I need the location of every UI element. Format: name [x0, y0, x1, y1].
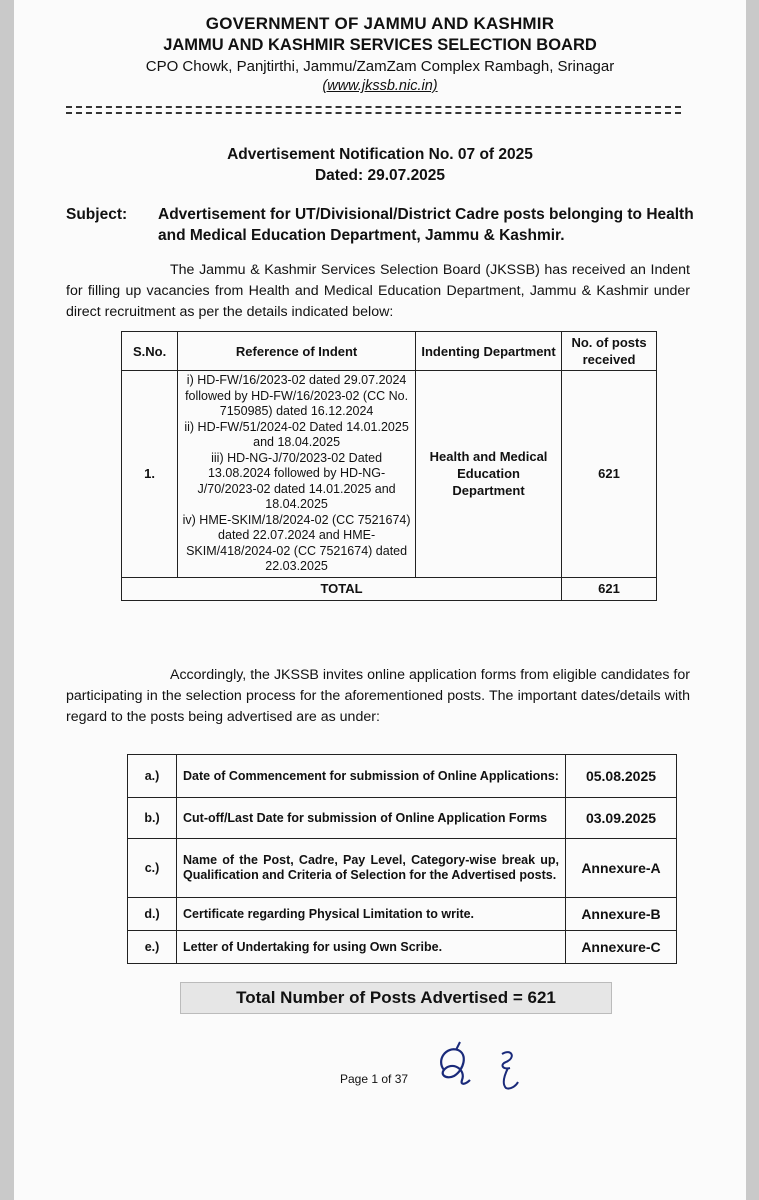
item-key: a.) — [128, 755, 177, 798]
org-name-government: GOVERNMENT OF JAMMU AND KASHMIR — [205, 14, 555, 33]
item-value: Annexure-B — [566, 898, 677, 931]
org-address: CPO Chowk, Panjtirthi, Jammu/ZamZam Complex Rambagh, Srinagar — [145, 58, 615, 75]
page-number: Page 1 of 37 — [340, 1072, 409, 1086]
total-value: 621 — [562, 577, 657, 600]
signature-initials — [432, 1040, 542, 1096]
notification-number: Advertisement Notification No. 07 of 2025 — [227, 146, 533, 163]
header-reference: Reference of Indent — [178, 332, 416, 371]
item-key: b.) — [128, 798, 177, 839]
table-row — [122, 371, 657, 578]
item-description: Cut-off/Last Date for submission of Online Application Forms — [177, 798, 566, 839]
item-value: Annexure-C — [566, 931, 677, 964]
reference-item: ii) HD-FW/51/2024-02 Dated 14.01.2025 and 18.04.2025 — [184, 419, 409, 449]
second-paragraph — [66, 665, 690, 728]
row-posts: 621 — [562, 371, 657, 578]
intro-paragraph — [66, 260, 690, 323]
indent-table — [121, 331, 657, 601]
table-row — [128, 931, 677, 964]
notification-date: Dated: 29.07.2025 — [314, 167, 446, 184]
item-key: e.) — [128, 931, 177, 964]
table-row — [128, 839, 677, 898]
indent-table-header — [122, 332, 657, 371]
item-value: 05.08.2025 — [566, 755, 677, 798]
item-description: Date of Commencement for submission of Online Applications: — [177, 755, 566, 798]
row-sno: 1. — [122, 371, 178, 578]
org-website: (www.jkssb.nic.in) — [322, 78, 438, 94]
org-name-board: JAMMU AND KASHMIR SERVICES SELECTION BOARD — [163, 36, 597, 54]
header-sno: S.No. — [122, 332, 178, 371]
table-row — [128, 755, 677, 798]
intro-text: The Jammu & Kashmir Services Selection Board (JKSSB) has received an Indent for filling up vacancies from Health and Medical Education Department, Jammu & Kashmir under direct recruitment as per the details indicated below: — [66, 262, 690, 320]
reference-item: iii) HD-NG-J/70/2023-02 Dated 13.08.2024 followed by HD-NG-J/70/2023-02 dated 14.01.2025 and 18.04.2025 — [197, 450, 396, 511]
item-value: Annexure-A — [566, 839, 677, 898]
header-divider-bottom — [66, 112, 681, 114]
table-row — [128, 798, 677, 839]
subject-label: Subject: — [66, 206, 128, 223]
row-references — [178, 371, 416, 578]
reference-item: i) HD-FW/16/2023-02 dated 29.07.2024 followed by HD-FW/16/2023-02 (CC No. 7150985) dated 16.12.2024 — [185, 373, 409, 418]
second-paragraph-text: Accordingly, the JKSSB invites online application forms from eligible candidates for participating in the selection process for the aforementioned posts. The important dates/details with regard to the posts being advertised are as under: — [66, 667, 690, 725]
total-label: TOTAL — [122, 577, 562, 600]
header-divider-top — [66, 106, 681, 108]
total-posts-banner: Total Number of Posts Advertised = 621 — [180, 982, 612, 1014]
reference-item: iv) HME-SKIM/18/2024-02 (CC 7521674) dated 22.07.2024 and HME-SKIM/418/2024-02 (CC 7521674) dated 22.03.2025 — [182, 512, 411, 573]
indent-table-total — [122, 577, 657, 600]
row-department: Health and Medical Education Department — [416, 371, 562, 578]
item-key: d.) — [128, 898, 177, 931]
header-posts: No. of posts received — [562, 332, 657, 371]
item-description: Name of the Post, Cadre, Pay Level, Category-wise break up, Qualification and Criteria of Selection for the Advertised posts. — [177, 839, 566, 898]
letterhead — [14, 14, 746, 94]
item-description: Letter of Undertaking for using Own Scribe. — [177, 931, 566, 964]
document-page — [14, 0, 746, 1200]
table-row — [128, 898, 677, 931]
subject-text: Advertisement for UT/Divisional/District Cadre posts belonging to Health and Medical Education Department, Jammu & Kashmir. — [158, 206, 694, 244]
item-key: c.) — [128, 839, 177, 898]
notification-heading — [14, 144, 746, 186]
item-value: 03.09.2025 — [566, 798, 677, 839]
header-department: Indenting Department — [416, 332, 562, 371]
item-description: Certificate regarding Physical Limitation to write. — [177, 898, 566, 931]
important-dates-table — [127, 754, 677, 964]
